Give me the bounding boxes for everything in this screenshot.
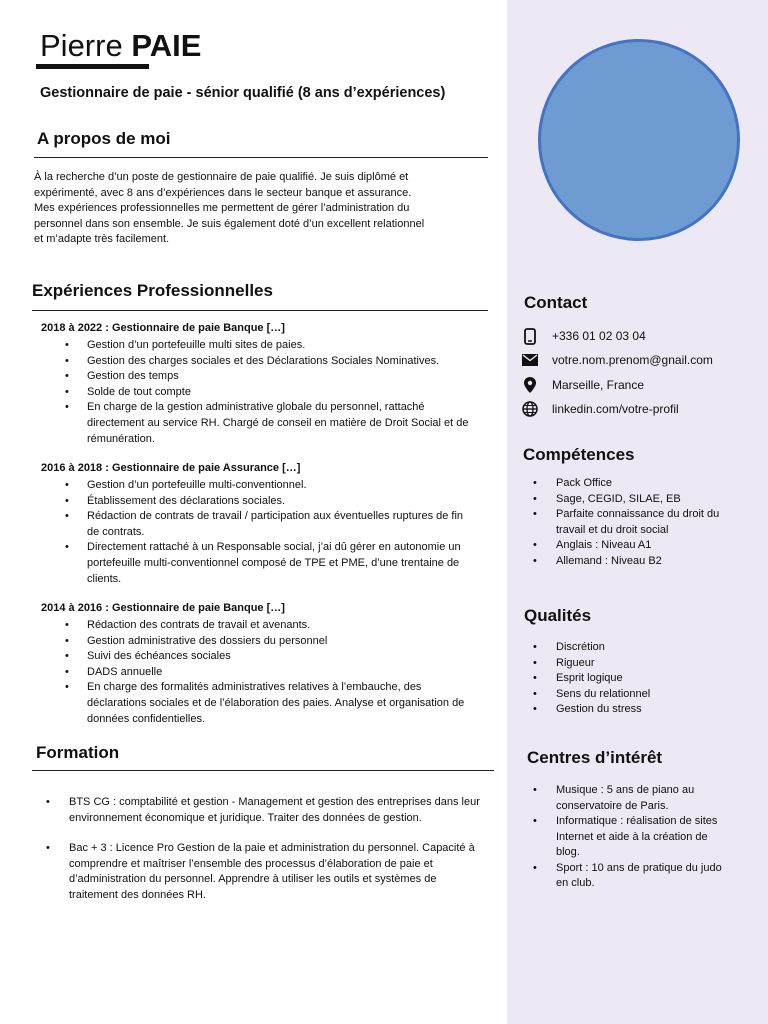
list-item: • Rigueur [556, 656, 756, 672]
interets-list [556, 783, 728, 892]
location-pin-icon [521, 376, 539, 394]
competences-list [556, 476, 726, 569]
job-title: 2016 à 2018 : Gestionnaire de paie Assurance […] [41, 462, 301, 474]
list-item: • Gestion des temps [87, 369, 469, 385]
interets-heading: Centres d’intérêt [527, 748, 663, 767]
list-item: • Suivi des échéances sociales [87, 649, 469, 665]
list-item: • Gestion d’un portefeuille multi sites de paies. [87, 338, 469, 354]
about-rule [34, 157, 488, 158]
contact-phone [521, 327, 646, 345]
experience-rule [32, 310, 488, 311]
phone-number: +336 01 02 03 04 [552, 329, 646, 343]
contact-email [521, 351, 713, 369]
list-item: • Allemand : Niveau B2 [556, 554, 726, 570]
contact-location [521, 376, 645, 394]
last-name: PAIE [131, 28, 202, 63]
job-duties-list [87, 618, 469, 727]
list-item: • Discrétion [556, 640, 756, 656]
full-name [40, 28, 201, 64]
job-title: 2014 à 2016 : Gestionnaire de paie Banque […] [41, 602, 285, 614]
list-item: • Sens du relationnel [556, 687, 756, 703]
qualites-heading: Qualités [524, 606, 592, 625]
list-item: • Parfaite connaissance du droit du travail et du droit social [556, 507, 726, 538]
formation-rule [32, 770, 494, 771]
location-text: Marseille, France [552, 378, 645, 392]
list-item: • En charge des formalités administratives relatives à l’embauche, des déclarations sociales et de l’élaboration des paies. Analyse et organisation de données confidentielles. [87, 680, 469, 727]
list-item: • Musique : 5 ans de piano au conservatoire de Paris. [556, 783, 728, 814]
formation-heading: Formation [36, 743, 120, 762]
list-item: • Rédaction des contrats de travail et avenants. [87, 618, 469, 634]
list-item: • Gestion des charges sociales et des Déclarations Sociales Nominatives. [87, 354, 469, 370]
list-item: • Sport : 10 ans de pratique du judo en club. [556, 861, 728, 892]
list-item: • Sage, CEGID, SILAE, EB [556, 492, 726, 508]
phone-icon [521, 327, 539, 345]
list-item: • Informatique : réalisation de sites Internet et aide à la création de blog. [556, 814, 728, 861]
first-name: Pierre [40, 28, 123, 63]
list-item: • Gestion du stress [556, 702, 756, 718]
linkedin-link[interactable]: linkedin.com/votre-profil [552, 402, 679, 416]
list-item: • Gestion d’un portefeuille multi-conventionnel. [87, 478, 469, 494]
experience-heading: Expériences Professionnelles [32, 281, 273, 300]
list-item: • Rédaction de contrats de travail / participation aux éventuelles ruptures de fin de contrats. [87, 509, 469, 540]
qualites-list [556, 640, 756, 718]
job-subtitle: Gestionnaire de paie - sénior qualifié (8 ans d’expériences) [40, 85, 446, 101]
about-paragraph [34, 170, 494, 248]
contact-linkedin [521, 400, 679, 418]
about-line: personnel dans son ensemble. Je suis également doté d’un excellent relationnel [34, 217, 425, 230]
list-item: • Pack Office [556, 476, 726, 492]
about-line: expérimenté, avec 8 ans d’expériences dans le secteur banque et assurance. [34, 186, 412, 199]
about-heading: A propos de moi [37, 129, 171, 148]
about-line: et m’adapte très facilement. [34, 233, 170, 245]
list-item: • Établissement des déclarations sociales. [87, 494, 469, 510]
list-item: • Anglais : Niveau A1 [556, 538, 726, 554]
list-item: • Solde de tout compte [87, 385, 469, 401]
globe-icon [521, 400, 539, 418]
formation-list [69, 795, 484, 903]
list-item: • Esprit logique [556, 671, 756, 687]
contact-heading: Contact [524, 293, 588, 312]
name-underline [36, 64, 149, 69]
competences-heading: Compétences [523, 445, 635, 464]
profile-photo-placeholder [538, 39, 740, 241]
job-duties-list [87, 478, 469, 587]
email-address[interactable]: votre.nom.prenom@gnail.com [552, 353, 713, 367]
list-item: • DADS annuelle [87, 665, 469, 681]
mail-icon [521, 351, 539, 369]
about-line: Mes expériences professionnelles me permettent de gérer l’administration du [34, 202, 410, 214]
list-item: • BTS CG : comptabilité et gestion - Management et gestion des entreprises dans leur environnement économique et juridique. Traiter des données de gestion. [69, 795, 484, 826]
job-title: 2018 à 2022 : Gestionnaire de paie Banque […] [41, 322, 285, 334]
about-line: À la recherche d’un poste de gestionnaire de paie qualifié. Je suis diplômé et [34, 171, 409, 183]
list-item: • Bac + 3 : Licence Pro Gestion de la paie et administration du personnel. Capacité à comprendre et maîtriser l’ensemble des processus d’élaboration de paie et d’administration du personnel. Apprendre à utiliser les outils et systèmes de traitement des données RH. [69, 841, 484, 903]
job-duties-list [87, 338, 469, 447]
list-item: • En charge de la gestion administrative globale du personnel, rattaché directement au service RH. Chargé de conseil en matière de Droit Social et de rémunération. [87, 400, 469, 447]
list-item: • Gestion administrative des dossiers du personnel [87, 634, 469, 650]
list-item: • Directement rattaché à un Responsable social, j’ai dû gérer en autonomie un portefeuille multi-conventionnel composé de TPE et PME, d’une trentaine de clients. [87, 540, 469, 587]
